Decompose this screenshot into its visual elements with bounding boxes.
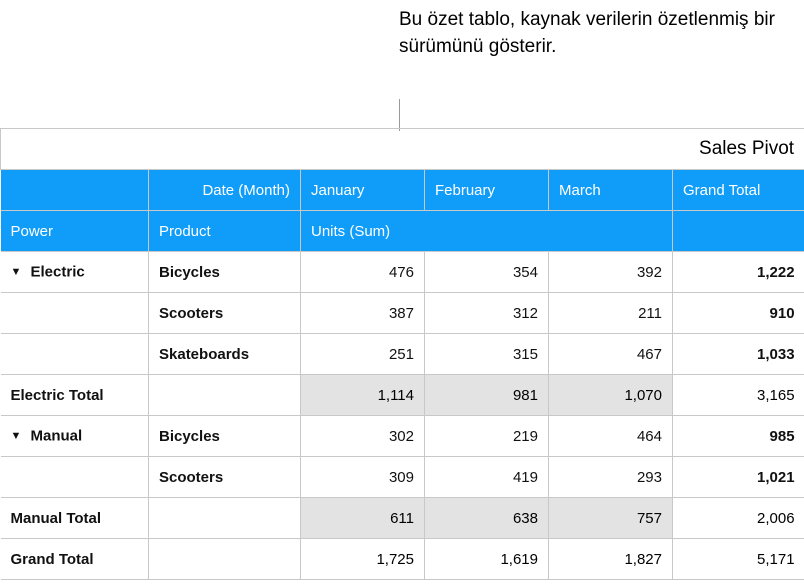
pivot-table-container [0, 128, 804, 580]
grand-total-blank [149, 539, 301, 580]
product-label: Scooters [149, 457, 301, 498]
sales-pivot-table [0, 128, 804, 580]
group-cell-continuation [1, 334, 149, 375]
cell-row-total: 1,033 [673, 334, 804, 375]
subtotal-row-manual [1, 498, 804, 539]
table-title-row [1, 129, 804, 170]
grand-total-value: 1,619 [425, 539, 549, 580]
cell-value: 419 [425, 457, 549, 498]
product-label: Scooters [149, 293, 301, 334]
product-label: Skateboards [149, 334, 301, 375]
cell-value: 251 [301, 334, 425, 375]
cell-value: 476 [301, 252, 425, 293]
header-measure-units-sum[interactable]: Units (Sum) [301, 211, 673, 252]
header-month-february[interactable]: February [425, 170, 549, 211]
cell-value: 392 [549, 252, 673, 293]
subtotal-value: 1,114 [301, 375, 425, 416]
disclosure-triangle-icon[interactable]: ▼ [10, 266, 22, 279]
product-label: Bicycles [149, 416, 301, 457]
cell-value: 211 [549, 293, 673, 334]
cell-value: 312 [425, 293, 549, 334]
group-cell-continuation [1, 293, 149, 334]
cell-value: 464 [549, 416, 673, 457]
table-row [1, 252, 804, 293]
cell-value: 315 [425, 334, 549, 375]
subtotal-blank [149, 498, 301, 539]
cell-value: 309 [301, 457, 425, 498]
table-row [1, 416, 804, 457]
cell-value: 302 [301, 416, 425, 457]
cell-value: 354 [425, 252, 549, 293]
header-blank-right [673, 211, 804, 252]
cell-row-total: 1,222 [673, 252, 804, 293]
subtotal-value: 1,070 [549, 375, 673, 416]
grand-total-row [1, 539, 804, 580]
group-label-electric: Electric [30, 263, 85, 281]
cell-value: 293 [549, 457, 673, 498]
cell-value: 219 [425, 416, 549, 457]
header-field-power[interactable]: Power [1, 211, 149, 252]
table-row [1, 293, 804, 334]
header-row-months [1, 170, 804, 211]
group-cell-electric[interactable] [1, 252, 149, 293]
subtotal-value: 638 [425, 498, 549, 539]
annotation-callout-text: Bu özet tablo, kaynak verilerin özetlenmiş bir sürümünü gösterir. [399, 9, 775, 57]
table-row [1, 457, 804, 498]
cell-row-total: 985 [673, 416, 804, 457]
grand-total-overall: 5,171 [673, 539, 804, 580]
group-cell-manual[interactable] [1, 416, 149, 457]
grand-total-value: 1,827 [549, 539, 673, 580]
table-row [1, 334, 804, 375]
subtotal-row-electric [1, 375, 804, 416]
header-field-product[interactable]: Product [149, 211, 301, 252]
annotation-leader-line [399, 99, 400, 131]
subtotal-label: Electric Total [1, 375, 149, 416]
header-month-january[interactable]: January [301, 170, 425, 211]
disclosure-triangle-icon[interactable]: ▼ [10, 430, 22, 443]
subtotal-value: 611 [301, 498, 425, 539]
header-blank-left [1, 170, 149, 211]
header-row-fields [1, 211, 804, 252]
cell-value: 387 [301, 293, 425, 334]
group-label-manual: Manual [30, 427, 83, 445]
subtotal-value: 757 [549, 498, 673, 539]
subtotal-blank [149, 375, 301, 416]
group-cell-continuation [1, 457, 149, 498]
product-label: Bicycles [149, 252, 301, 293]
subtotal-value: 981 [425, 375, 549, 416]
subtotal-grand: 3,165 [673, 375, 804, 416]
cell-row-total: 910 [673, 293, 804, 334]
grand-total-value: 1,725 [301, 539, 425, 580]
cell-value: 467 [549, 334, 673, 375]
cell-row-total: 1,021 [673, 457, 804, 498]
header-grand-total[interactable]: Grand Total [673, 170, 804, 211]
grand-total-label: Grand Total [1, 539, 149, 580]
header-date-month[interactable]: Date (Month) [149, 170, 301, 211]
table-title: Sales Pivot [1, 129, 804, 170]
subtotal-grand: 2,006 [673, 498, 804, 539]
subtotal-label: Manual Total [1, 498, 149, 539]
header-month-march[interactable]: March [549, 170, 673, 211]
